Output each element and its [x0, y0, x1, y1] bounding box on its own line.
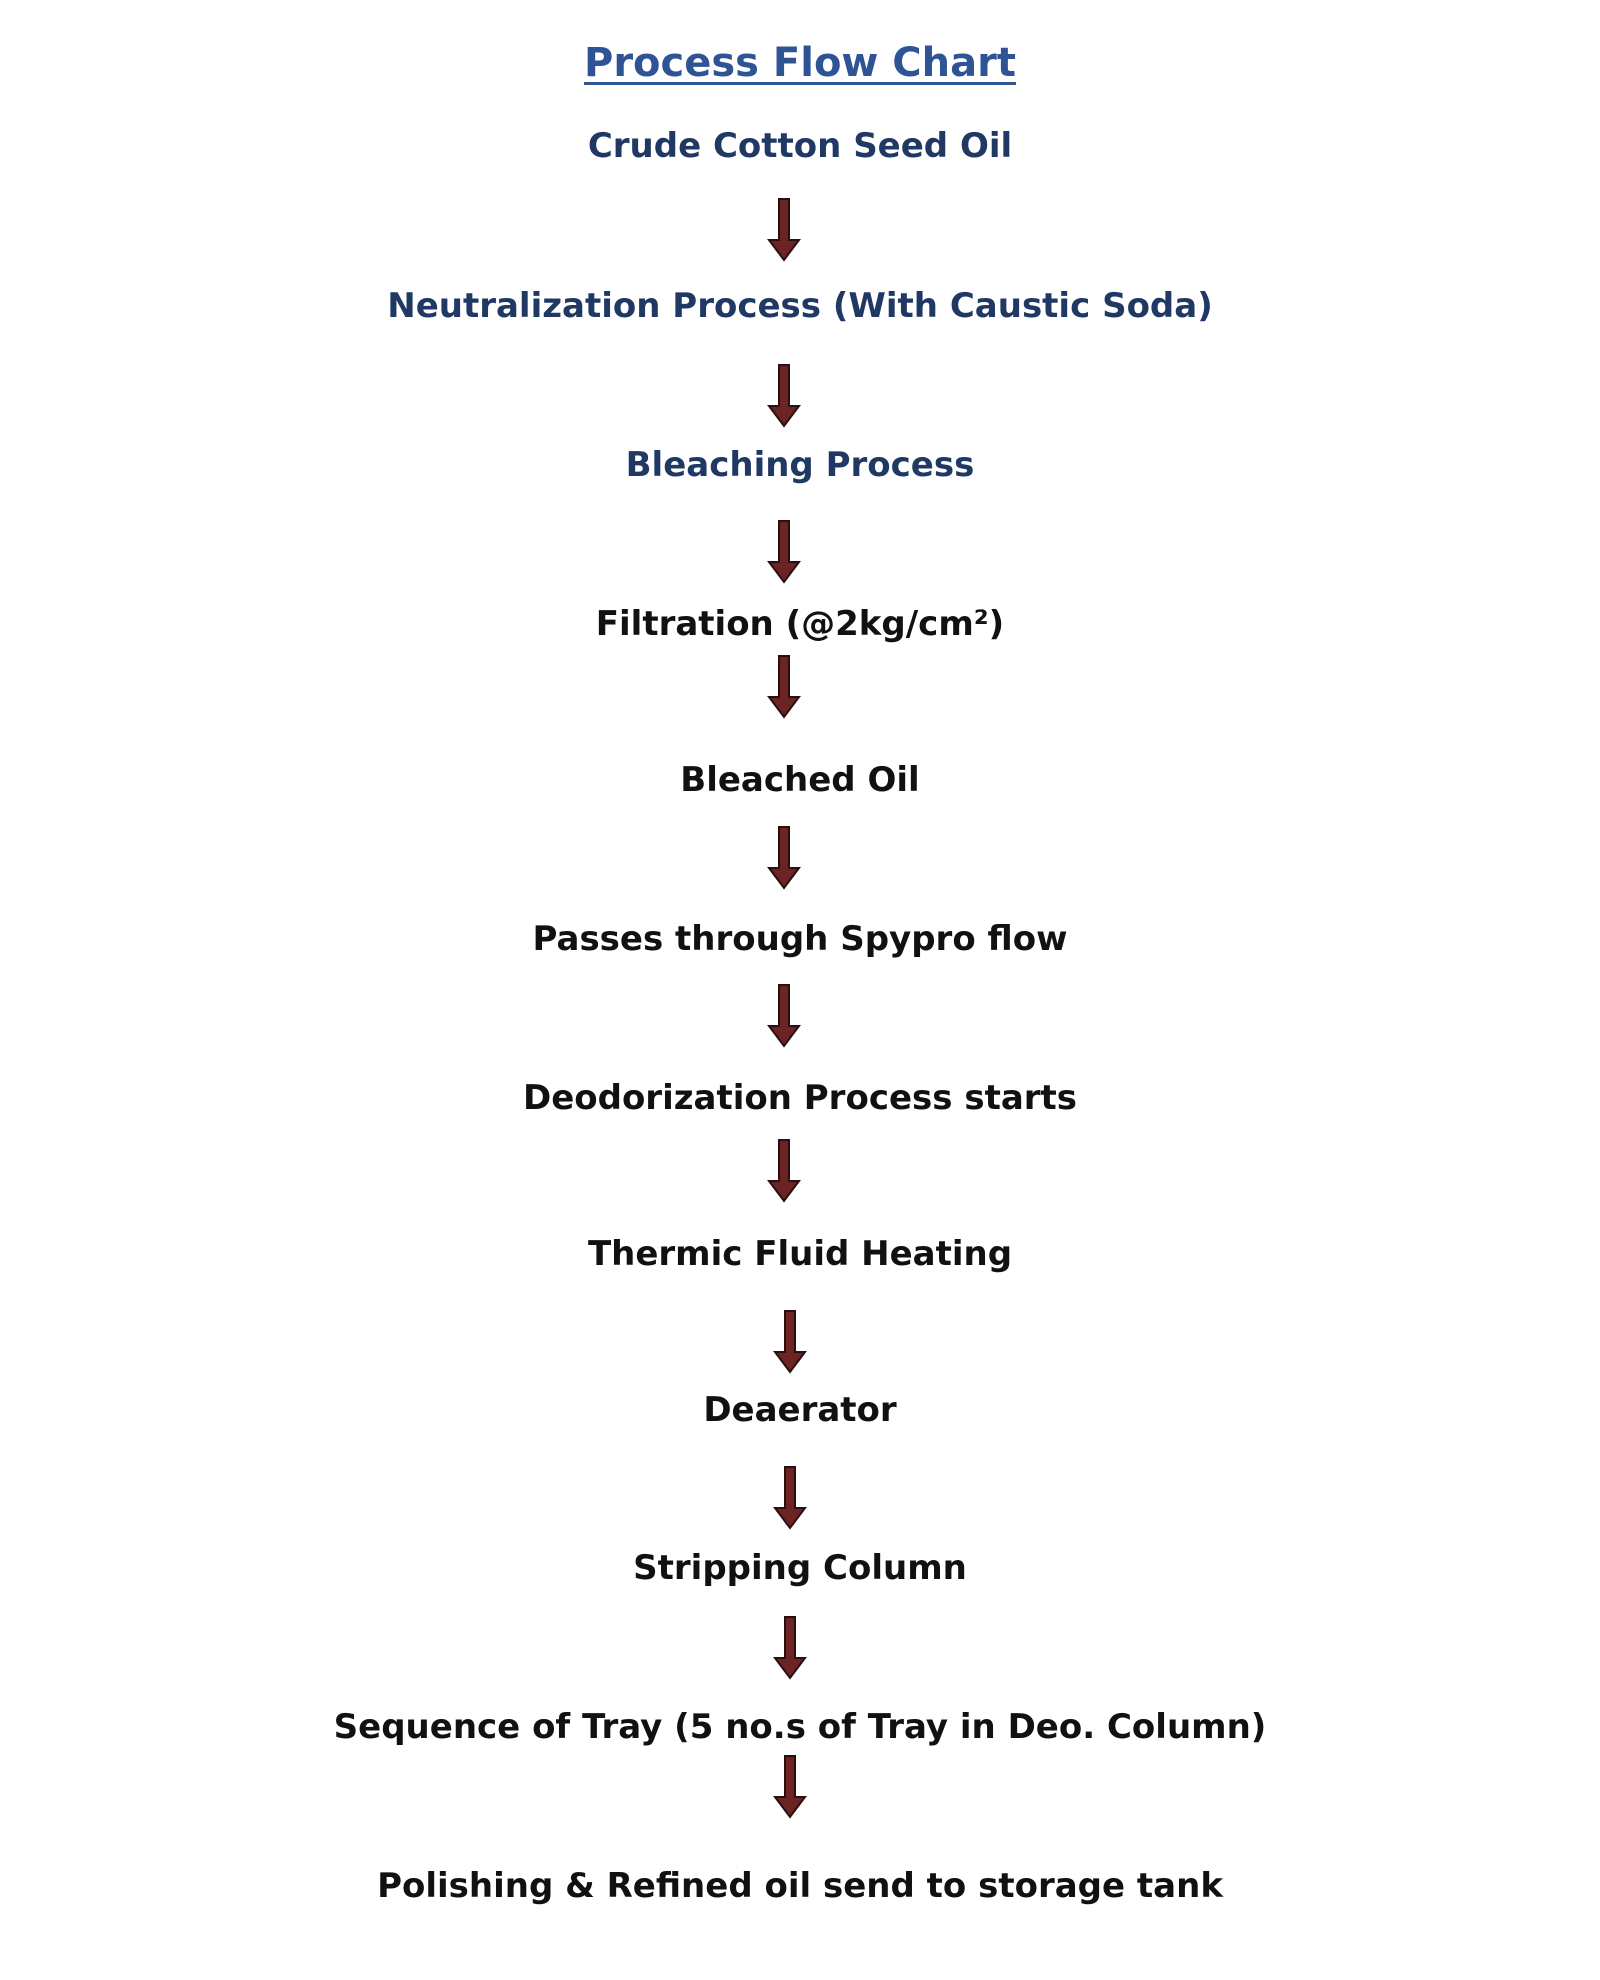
down-arrow-icon [766, 364, 802, 428]
down-arrow-icon [766, 984, 802, 1048]
down-arrow-icon [772, 1310, 808, 1374]
step-polishing-refined-oil: Polishing & Refined oil send to storage tank [377, 1866, 1223, 1906]
step-deaerator: Deaerator [703, 1390, 897, 1430]
down-arrow-icon [766, 520, 802, 584]
down-arrow-icon [772, 1466, 808, 1530]
down-arrow-icon [772, 1755, 808, 1819]
page-title: Process Flow Chart [584, 40, 1016, 86]
step-deodorization-process: Deodorization Process starts [522, 1078, 1078, 1118]
step-bleached-oil: Bleached Oil [680, 760, 920, 800]
step-filtration: Filtration (@2kg/cm²) [595, 604, 1005, 644]
down-arrow-icon [766, 655, 802, 719]
step-neutralization-process: Neutralization Process (With Caustic Soda) [387, 286, 1213, 326]
down-arrow-icon [766, 198, 802, 262]
step-bleaching-process: Bleaching Process [625, 445, 975, 485]
step-stripping-column: Stripping Column [633, 1548, 967, 1588]
step-sequence-of-tray: Sequence of Tray (5 no.s of Tray in Deo. Column) [333, 1707, 1267, 1747]
down-arrow-icon [766, 1139, 802, 1203]
down-arrow-icon [772, 1616, 808, 1680]
step-thermic-fluid-heating: Thermic Fluid Heating [587, 1234, 1013, 1274]
step-crude-cotton-seed-oil: Crude Cotton Seed Oil [587, 126, 1013, 166]
step-spypro-flow: Passes through Spypro flow [532, 919, 1068, 959]
down-arrow-icon [766, 826, 802, 890]
